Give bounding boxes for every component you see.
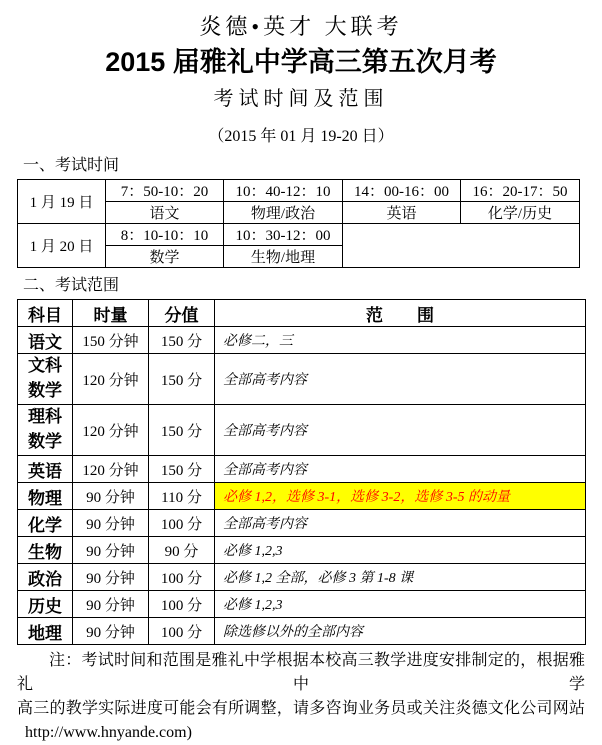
table-header-row xyxy=(18,300,586,327)
scope-duration: 90 分钟 xyxy=(73,537,149,564)
scope-score: 100 分 xyxy=(149,591,215,618)
scope-range: 必修 1,2,3 xyxy=(215,537,586,564)
table-row xyxy=(18,180,580,202)
scope-score: 110 分 xyxy=(149,483,215,510)
scope-subject: 地理 xyxy=(18,618,73,645)
exam-scope-table xyxy=(17,299,586,645)
col-header-subject: 科目 xyxy=(18,300,73,327)
scope-duration: 150 分钟 xyxy=(73,327,149,354)
scope-subject: 物理 xyxy=(18,483,73,510)
scope-score: 100 分 xyxy=(149,618,215,645)
section-heading-time: 一、考试时间 xyxy=(23,157,120,174)
scope-score: 150 分 xyxy=(149,456,215,483)
schedule-subject: 化学/历史 xyxy=(461,202,580,224)
schedule-time: 14：00-16：00 xyxy=(343,180,461,202)
section-heading-scope: 二、考试范围 xyxy=(23,277,120,294)
scope-score: 150 分 xyxy=(149,327,215,354)
table-row xyxy=(18,405,586,456)
scope-duration: 90 分钟 xyxy=(73,618,149,645)
scope-subject: 语文 xyxy=(18,327,73,354)
schedule-subject: 数学 xyxy=(106,246,224,268)
scope-range: 必修 1,2,3 xyxy=(215,591,586,618)
scope-duration: 120 分钟 xyxy=(73,456,149,483)
main-title: 2015 届雅礼中学高三第五次月考 xyxy=(105,47,497,77)
table-row xyxy=(18,591,586,618)
scope-subject: 历史 xyxy=(18,591,73,618)
scope-score: 100 分 xyxy=(149,510,215,537)
note-line: 高三的教学实际进度可能会有所调整，请多咨询业务员或关注炎德文化公司网站 xyxy=(17,700,585,717)
scope-subject xyxy=(18,405,73,456)
brand-title: 炎德•英才 大联考 xyxy=(199,14,403,39)
footer-note xyxy=(17,649,585,745)
schedule-time: 8：10-10：10 xyxy=(106,224,224,246)
col-header-score: 分值 xyxy=(149,300,215,327)
scope-score: 90 分 xyxy=(149,537,215,564)
table-row xyxy=(18,510,586,537)
scope-score: 100 分 xyxy=(149,564,215,591)
scope-duration: 90 分钟 xyxy=(73,510,149,537)
scope-subject: 生物 xyxy=(18,537,73,564)
scope-subject-label: 理科数学 xyxy=(28,407,62,451)
table-row-physics-highlighted xyxy=(18,483,586,510)
scope-duration: 120 分钟 xyxy=(73,354,149,405)
exam-schedule-table xyxy=(17,179,580,268)
scope-duration: 90 分钟 xyxy=(73,591,149,618)
exam-date-line: （2015 年 01 月 19-20 日） xyxy=(208,128,394,145)
subtitle: 考试时间及范围 xyxy=(213,88,389,110)
scope-range: 必修二，三 xyxy=(215,327,586,354)
scope-range: 全部高考内容 xyxy=(215,354,586,405)
schedule-time: 7：50-10：20 xyxy=(106,180,224,202)
scope-duration: 120 分钟 xyxy=(73,405,149,456)
schedule-date-jan20: 1 月 20 日 xyxy=(18,224,106,268)
schedule-time: 16：20-17：50 xyxy=(461,180,580,202)
scope-duration: 90 分钟 xyxy=(73,564,149,591)
scope-duration: 90 分钟 xyxy=(73,483,149,510)
scope-subject: 政治 xyxy=(18,564,73,591)
scope-range-highlighted: 必修 1,2，选修 3-1，选修 3-2，选修 3-5 的动量 xyxy=(215,483,586,510)
table-row xyxy=(18,537,586,564)
table-row xyxy=(18,354,586,405)
scope-score: 150 分 xyxy=(149,354,215,405)
note-url: http://www.hnyande.com) xyxy=(25,724,192,741)
schedule-time: 10：30-12：00 xyxy=(224,224,343,246)
scope-range: 除选修以外的全部内容 xyxy=(215,618,586,645)
scope-subject: 英语 xyxy=(18,456,73,483)
col-header-range: 范 围 xyxy=(215,300,586,327)
scope-score: 150 分 xyxy=(149,405,215,456)
schedule-subject: 物理/政治 xyxy=(224,202,343,224)
schedule-subject: 生物/地理 xyxy=(224,246,343,268)
schedule-date-jan19: 1 月 19 日 xyxy=(18,180,106,224)
table-row xyxy=(18,327,586,354)
scope-subject: 化学 xyxy=(18,510,73,537)
table-row xyxy=(18,224,580,246)
note-line: 注：考试时间和范围是雅礼中学根据本校高三教学进度安排制定的，根据雅礼中学 xyxy=(17,652,585,693)
schedule-subject: 英语 xyxy=(343,202,461,224)
table-row xyxy=(18,456,586,483)
scope-range: 必修 1,2 全部，必修 3 第 1-8 课 xyxy=(215,564,586,591)
col-header-duration: 时量 xyxy=(73,300,149,327)
table-row xyxy=(18,618,586,645)
scope-range: 全部高考内容 xyxy=(215,510,586,537)
table-row xyxy=(18,564,586,591)
scope-subject xyxy=(18,354,73,405)
schedule-time: 10：40-12：10 xyxy=(224,180,343,202)
schedule-empty-cell xyxy=(343,224,580,268)
scope-subject-label: 文科数学 xyxy=(28,356,62,400)
schedule-subject: 语文 xyxy=(106,202,224,224)
scope-range: 全部高考内容 xyxy=(215,405,586,456)
scope-range: 全部高考内容 xyxy=(215,456,586,483)
